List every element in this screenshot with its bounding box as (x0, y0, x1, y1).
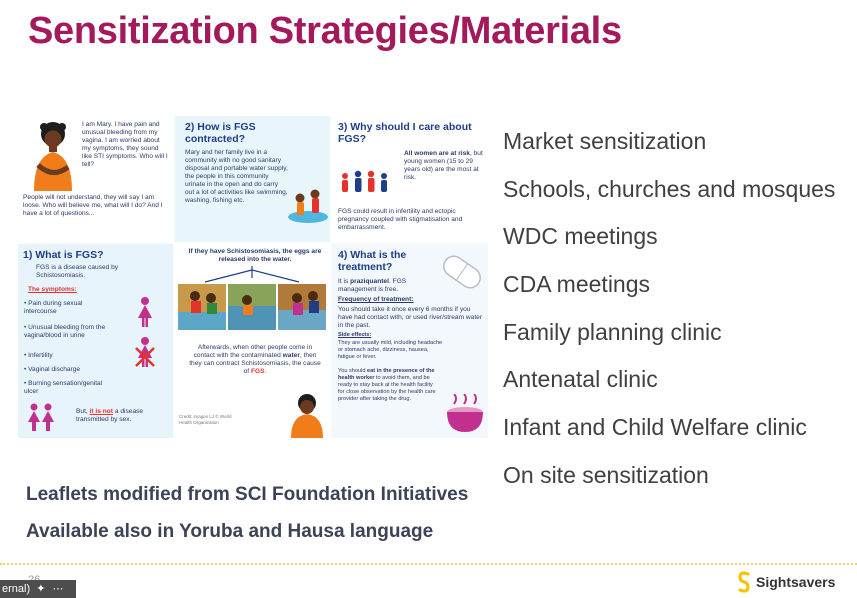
strategy-item: CDA meetings (503, 271, 651, 298)
strategy-list (503, 122, 857, 504)
frequency-heading: Frequency of treatment: (338, 296, 414, 303)
brand-name: Sightsavers (756, 574, 836, 590)
leaflet-heading-why-care: 3) Why should I care about FGS? (338, 121, 472, 145)
leaflet-panel-intro (18, 116, 173, 242)
strategy-item: Schools, churches and mosques (503, 175, 836, 202)
two-women-icon (26, 402, 56, 432)
fgs-definition: FGS is a disease caused by Schistosomiasis. (36, 264, 119, 279)
swimmers-illustration (287, 182, 329, 224)
strategy-item: Family planning clinic (503, 318, 722, 345)
eggs-caption: If they have Schistosomiasis, the eggs are released into the water. (188, 248, 322, 263)
mary-worry-text: People will not understand, they will say I am loose. Who will believe me, what will I do? And I have a lot of questions... (23, 194, 163, 217)
consequence-text: FGS could result in infertility and ectopic pregnancy coupled with stigmatisation and embarrassment. (338, 208, 463, 231)
female-figure-icon (136, 296, 154, 328)
symptom-item: • Burning sensation/genital ulcer (24, 380, 103, 395)
footer-divider (0, 563, 857, 565)
symptom-item: • Unusual bleeding from the vagina/blood in urine (24, 324, 106, 339)
pin-icon[interactable]: ✦ (36, 583, 46, 595)
family-icon (338, 168, 396, 194)
frequency-text: You should take it once every 6 months if you have had contact with, or used river/stream water in the past. (338, 306, 483, 329)
language-note: Available also in Yoruba and Hausa language (26, 521, 434, 542)
slide-title: Sensitization Strategies/Materials (28, 10, 622, 52)
pill-icon (436, 248, 488, 296)
transmission-text: Afterwards, when other people come in contact with the contaminated water, then they can contract Schistosomiasis, the cause of FGS. (189, 344, 321, 375)
risk-rest: , but young women (15 to 29 years old) are the most at risk. (404, 150, 483, 181)
symptom-item: • Vaginal discharge (24, 366, 81, 373)
leaflet-panel-transmission (175, 244, 330, 438)
leaflet-heading-treatment: 4) What is the treatment? (338, 249, 407, 273)
more-options-icon[interactable]: ⋯ (52, 583, 64, 595)
sightsavers-logo (737, 571, 835, 593)
meeting-toolbar[interactable] (0, 580, 76, 598)
leaflet-heading-contracted: 2) How is FGS contracted? (185, 121, 256, 145)
symptom-item: • Infertility (24, 352, 53, 359)
strategy-item: Market sensitization (503, 128, 707, 154)
risk-prefix: All women are at risk (404, 150, 470, 157)
sightsavers-logo-icon (737, 571, 751, 593)
transmission-diagram (177, 266, 328, 338)
symptoms-heading: The symptoms: (28, 286, 77, 293)
symptom-item: • Pain during sexual intercourse (24, 300, 83, 315)
window-label: ernal) (2, 583, 31, 595)
leaflet-panel-what-is (18, 244, 173, 438)
food-bowl-icon (444, 394, 486, 434)
leaflet-source-note: Leaflets modified from SCI Foundation Initiatives (26, 484, 469, 505)
risk-text (404, 150, 484, 182)
drug-text: It is praziquantel. FGS management is free. (338, 278, 407, 293)
crossed-figure-icon (134, 336, 156, 368)
leaflet-heading-what-is: 1) What is FGS? (23, 249, 104, 261)
leaflet-panel-why-care (332, 116, 488, 242)
mary-illustration (24, 119, 82, 191)
mary-intro-text: I am Mary. I have pain and unusual bleeding from my vagina. I am worried about my symptoms, they sound like STI symptoms. Who will I tell? (82, 121, 168, 168)
fgs-leaflet (18, 116, 488, 438)
strategy-item: Infant and Child Welfare clinic (503, 414, 807, 441)
leaflet-panel-contracted (175, 116, 330, 242)
advice-text: You should eat in the presence of the health worker to avoid them, and be ready to stay back at the health facility for close observation by the health care provider after taking the drug. (338, 368, 436, 402)
strategy-item: Antenatal clinic (503, 366, 658, 393)
child-illustration (287, 392, 327, 438)
side-effects-heading: Side effects: (338, 332, 372, 338)
strategy-item: WDC meetings (503, 223, 658, 250)
contracted-text: Mary and her family live in a community with no good sanitary disposal and portable water supply, the people in this community urinate in the open and do carry out a lot of activities like swimming, washing, fishing etc. (185, 149, 288, 204)
side-effects-text: They are usually mild, including headache or stomach ache, dizziness, nausea, fatigue or fever. (338, 340, 443, 360)
leaflet-panel-treatment (332, 244, 488, 438)
not-sexual-note: But, it is not a disease transmitted by sex. (76, 408, 144, 423)
strategy-item: On site sensitization (503, 461, 709, 488)
image-credit: Credit: images LJ © World Health Organization (179, 414, 232, 425)
